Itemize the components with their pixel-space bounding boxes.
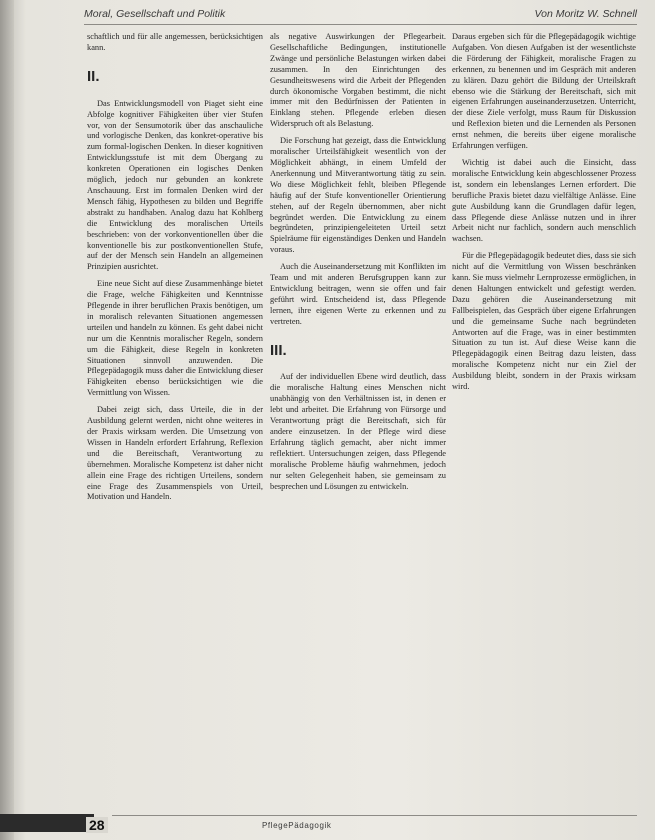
paragraph: Eine neue Sicht auf diese Zusammenhänge bietet die Frage, welche Fähigkeiten und Kenntnisse Pflegende in ihrer beruflichen Praxis benötigen, um in moralisch relevanten Situationen angemessen urteilen und handeln zu können. Es geht dabei nicht nur um die Kenntnis moralischer Regeln, sondern um die Fähigkeit, diese Regeln in konkreten Situationen sinnvoll anzuwenden. Die Pflegepädagogik muss daher die Entwicklung dieser Fähigkeiten ebenso berücksichtigen wie die Vermittlung von Wissen. <box>87 279 263 398</box>
paragraph: Für die Pflegepädagogik bedeutet dies, dass sie sich nicht auf die Vermittlung von Wissen beschränken kann. Sie muss vielmehr Lernprozesse ermöglichen, in denen Haltungen entwickelt und gefestigt werden. Dazu gehören die Auseinandersetzung mit Fallbeispielen, das Gespräch über eigene Erfahrungen und die gemeinsame Suche nach begründeten Antworten auf die Frage, was in einer bestimmten Situation zu tun ist. Auf diese Weise kann die Pflegepädagogik einen Beitrag dazu leisten, dass moralische Kompetenz nicht nur ein Ziel der Ausbildung bleibt, sondern in der Praxis wirksam wird. <box>452 251 636 392</box>
journal-name: PflegePädagogik <box>262 821 332 830</box>
paragraph: Auch die Auseinandersetzung mit Konflikten im Team und mit anderen Berufsgruppen kann zur Entwicklung beitragen, wenn sie offen und fair geführt wird. Entscheidend ist, dass Pflegende lernen, ihre eigenen Werte zu erkennen und zu vertreten. <box>270 262 446 326</box>
section-heading-2: II. <box>87 67 100 85</box>
scan-edge-shadow <box>0 0 14 840</box>
footer-rule <box>112 815 637 816</box>
paragraph: Auf der individuellen Ebene wird deutlich, dass die moralische Haltung eines Menschen nicht unabhängig von den Verhältnissen ist, in denen er lebt und arbeitet. Die Erfahrung von Fürsorge und Verantwortung prägt die Bereitschaft, sich für andere einzusetzen. In der Pflege wird diese Erfahrung täglich gemacht, aber nicht immer reflektiert. Untersuchungen zeigen, dass Pflegende moralische Probleme häufig wahrnehmen, jedoch nur selten Gelegenheit haben, sie gemeinsam zu besprechen und Lösungen zu entwickeln. <box>270 372 446 491</box>
footer-bar <box>0 814 94 832</box>
paragraph: als negative Auswirkungen der Pflegearbeit. Gesellschaftliche Bedingungen, institutionelle Zwänge und persönliche Belastungen wirken dabei zusammen. In den Einrichtungen des Gesundheitswesens wird die Arbeit der Pflegenden durch ökonomische Vorgaben bestimmt, die nicht immer mit den Bedürfnissen der Patienten in Einklang stehen. Pflegende erleben diesen Widerspruch oft als Belastung. <box>270 32 446 129</box>
paragraph: Wichtig ist dabei auch die Einsicht, dass moralische Entwicklung kein abgeschlossener Prozess ist, sondern ein lebenslanges Lernen erfordert. Die berufliche Praxis bietet dazu vielfältige Anlässe. Eine gute Ausbildung kann die Grundlagen dafür legen, dass Pflegende diese Anlässe nutzen und in ihrer Arbeit nicht nur fachlich, sondern auch menschlich wachsen. <box>452 157 636 244</box>
running-head <box>84 8 637 25</box>
paragraph: Das Entwicklungsmodell von Piaget sieht eine Abfolge kognitiver Fähigkeiten über vier Stufen vor, von der Sensumotorik über das anschauliche und vorlogische Denken, das konkret-operative bis zum formal-logischen Denken. In dieser kognitiven Entwicklungsstufe ist mit dem Übergang zu konkreten Operationen ein logisches Denken möglich, jedoch nur gebunden an konkrete Anschauung. Erst im formalen Denken wird der Mensch fähig, Hypothesen zu bilden und Begriffe abstrakt zu handhaben. Analog dazu hat Kohlberg die Entwicklung des moralischen Urteils beschrieben: von der vorkonventionellen über die konventionelle bis zur postkonventionellen Stufe, auf der der Mensch sein Handeln an allgemeinen Prinzipien ausrichtet. <box>87 98 263 272</box>
text-column-3 <box>452 32 636 399</box>
paragraph: Dabei zeigt sich, dass Urteile, die in der Ausbildung gelernt werden, nicht ohne weiteres in der Praxis wirksam werden. Die Umsetzung von Wissen in Handeln erfordert Erfahrung, Reflexion und die Bereitschaft, Verantwortung zu übernehmen. Moralische Kompetenz ist daher nicht allein eine Frage des richtigen Urteilens, sondern eine Frage des Zusammenspiels von Urteil, Motivation und Handeln. <box>87 405 263 502</box>
column-1-top-text: schaftlich und für alle angemessen, berücksichtigen kann. <box>87 32 263 52</box>
running-head-left: Moral, Gesellschaft und Politik <box>84 8 226 20</box>
paragraph: Daraus ergeben sich für die Pflegepädagogik wichtige Aufgaben. Von diesen Aufgaben ist der wesentlichste die Förderung der Fähigkeit, moralische Fragen zu erkennen, zu benennen und im Gespräch mit anderen zu klären. Dazu gehört die Bildung der Urteilskraft ebenso wie die Stärkung der Bereitschaft, sich mit eigenen Erfahrungen auseinanderzusetzen. Unterricht, der diese Ziele verfolgt, muss Raum für Diskussion und Reflexion bieten und die Lernenden als Personen ernst nehmen, die bereits über eigene moralische Erfahrungen verfügen. <box>452 32 636 151</box>
text-column-1 <box>87 32 263 509</box>
paragraph: Die Forschung hat gezeigt, dass die Entwicklung moralischer Urteilsfähigkeit wesentlich von der Möglichkeit abhängt, in einem Umfeld der Anerkennung und Mitverantwortung tätig zu sein. Wo diese Möglichkeit fehlt, bleiben Pflegende häufig auf der Stufe konventioneller Orientierung stehen, auf der Regeln übernommen, aber nicht begründet werden. Die Entwicklung zu einem begründeten, prinzipiengeleiteten Urteil setzt Spielräume für eigenständiges Denken und Handeln voraus. <box>270 136 446 255</box>
section-heading-3: III. <box>270 341 287 359</box>
page-number: 28 <box>86 817 108 833</box>
text-column-2 <box>270 32 446 498</box>
running-head-right: Von Moritz W. Schnell <box>534 8 637 20</box>
